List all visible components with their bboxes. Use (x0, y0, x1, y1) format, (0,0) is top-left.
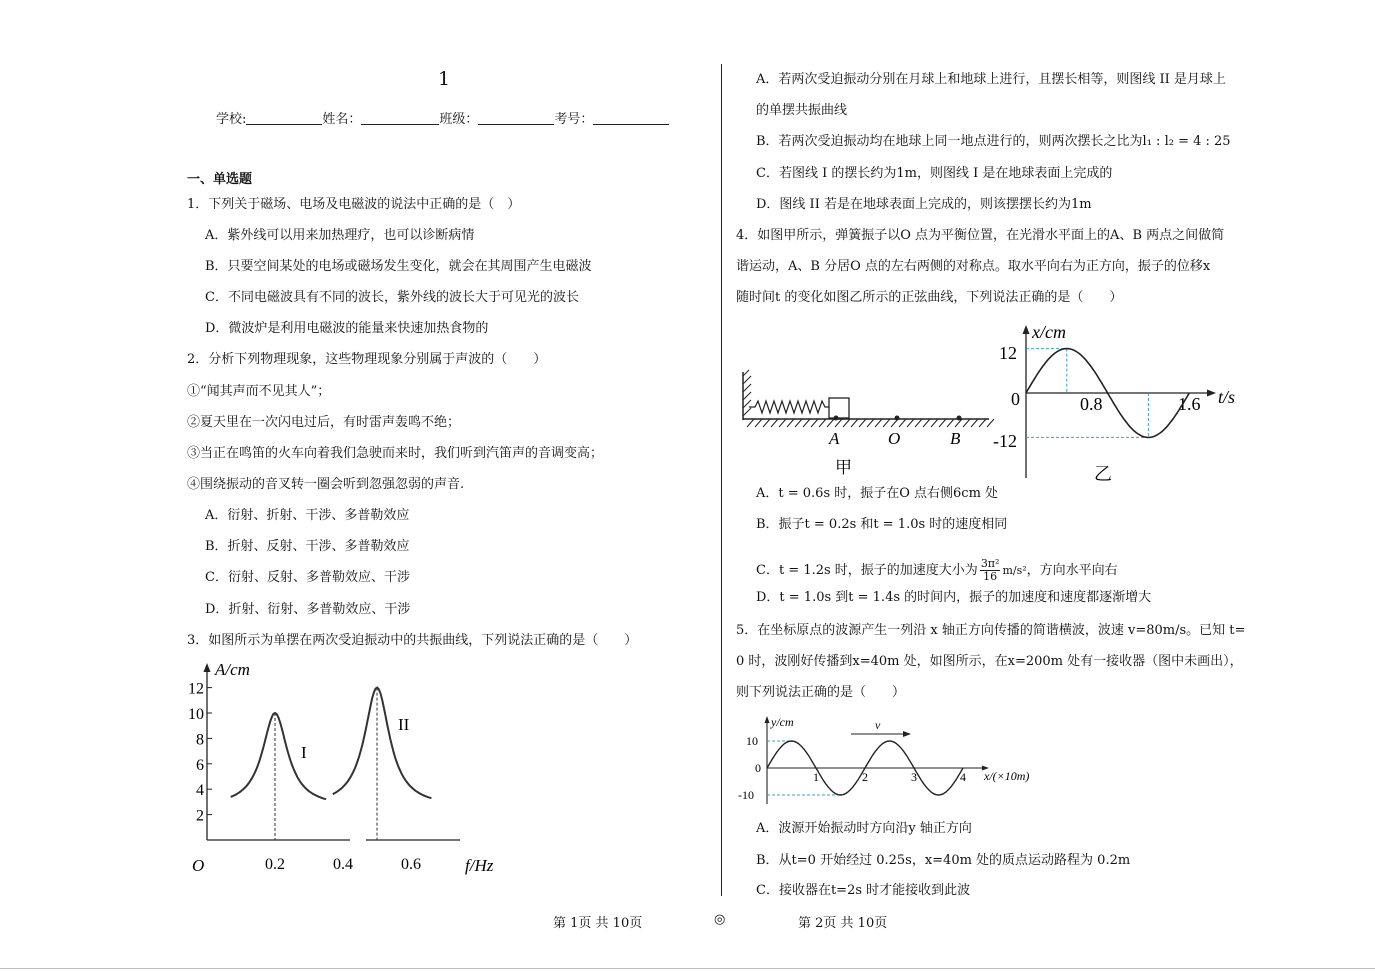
student-info-row (216, 108, 669, 127)
q2-option-c: C．衍射、反射、多普勒效应、干涉 (205, 570, 410, 585)
school-field[interactable] (246, 110, 322, 125)
wave-ytick-bottom: -10 (738, 788, 754, 802)
xt-xtick-0.8: 0.8 (1080, 394, 1103, 414)
point-b-dot (957, 416, 962, 421)
q3-option-d: D．图线 II 若是在地球表面上完成的，则该摆摆长约为1m (756, 197, 1092, 212)
q2-item-4: ④围绕振动的音叉转一圈会听到忽强忽弱的声音. (187, 477, 465, 492)
q3-option-c: C．若图线 I 的摆长约为1m，则图线 I 是在地球表面上完成的 (756, 166, 1113, 181)
school-label: 学校: (216, 112, 247, 127)
xt-y-arrow (1023, 325, 1030, 334)
point-a-label: A (829, 429, 840, 448)
q4-option-c-tail: ，方向水平向右 (1026, 563, 1118, 578)
velocity-arrowhead (903, 731, 911, 737)
class-label: 班级： (439, 112, 479, 127)
q3-option-a-cont: 的单摆共振曲线 (756, 103, 848, 118)
q4-fraction-unit: m/s² (1002, 564, 1027, 577)
q1-option-d: D．微波炉是利用电磁波的能量来快速加热食物的 (205, 321, 489, 336)
point-o-label: O (888, 429, 901, 448)
q1-option-c: C．不同电磁波具有不同的波长，紫外线的波长大于可见光的波长 (205, 290, 579, 305)
q5-option-c: C．接收器在t=2s 时才能接收到此波 (756, 883, 971, 898)
q4-option-d: D．t = 1.0s 到t = 1.4s 的时间内，振子的加速度和速度都逐渐增大 (756, 590, 1152, 605)
column-divider (721, 64, 722, 896)
q4-stem-line-3: 随时间t 的变化如图乙所示的正弦曲线，下列说法正确的是（ ） (736, 290, 1123, 305)
wave-xtick-label: 2 (862, 770, 868, 784)
paper-title: 1 (438, 68, 451, 90)
wave-xtick-label: 3 (911, 770, 917, 784)
xt-x-label: t/s (1218, 387, 1236, 407)
resonance-y-arrow (204, 663, 211, 672)
resonance-xtick-label: 0.4 (333, 856, 353, 873)
oscillator-block (829, 398, 849, 418)
exam-no-field[interactable] (593, 110, 669, 125)
q4-stem-line-2: 谐运动，A、B 分居O 点的左右两侧的对称点。取水平向右为正方向，振子的位移x (736, 259, 1211, 274)
q4-option-a: A．t = 0.6s 时，振子在O 点右侧6cm 处 (756, 486, 999, 501)
xt-y-label: x/cm (1032, 322, 1066, 342)
resonance-ytick-label: 2 (196, 807, 204, 825)
q2-option-a: A．衍射、折射、干涉、多普勒效应 (205, 508, 410, 523)
q5-option-b: B．从t=0 开始经过 0.25s，x=40m 处的质点运动路程为 0.2m (756, 853, 1131, 868)
q2-option-d: D．折射、衍射、多普勒效应、干涉 (205, 602, 411, 617)
displacement-time-figure (990, 318, 1250, 488)
resonance-curve-ii (333, 688, 432, 799)
q1-option-a: A．紫外线可以用来加热理疗，也可以诊断病情 (205, 228, 475, 243)
footer-page-left: 第 1页 共 10页 (553, 916, 643, 931)
name-label: 姓名： (322, 112, 362, 127)
xt-xtick-1.6: 1.6 (1178, 394, 1201, 414)
resonance-curve-ii-label: II (398, 715, 410, 734)
xt-origin: 0 (1011, 389, 1020, 409)
xt-x-arrow (1207, 390, 1216, 397)
spring (749, 401, 829, 413)
figure-yi-caption: 乙 (1094, 464, 1112, 484)
resonance-curve-figure (180, 655, 520, 885)
wave-origin: 0 (755, 761, 761, 775)
q5-stem-line-2: 0 时，波刚好传播到x=40m 处，如图所示，在x=200m 处有一接收器（图中未画出）， (736, 654, 1243, 669)
q5-option-a: A．波源开始振动时方向沿y 轴正方向 (756, 821, 972, 836)
q2-item-3: ③当正在鸣笛的火车向着我们急驶而来时，我们听到汽笛声的音调变高； (187, 446, 604, 461)
figure-jia-caption: 甲 (835, 458, 852, 477)
q3-stem: 3．如图所示为单摆在两次受迫振动中的共振曲线，下列说法正确的是（ ） (187, 633, 638, 648)
wave-ytick-top: 10 (746, 734, 758, 748)
wave-y-label: y/cm (771, 715, 794, 729)
q2-option-b: B．折射、反射、干涉、多普勒效应 (205, 539, 410, 554)
resonance-ytick-label: 10 (188, 706, 204, 723)
q3-option-b: B．若两次受迫振动均在地球上同一地点进行的，则两次摆长之比为l₁ : l₂ = 4 : 25 (756, 134, 1231, 149)
section-heading: 一、单选题 (187, 172, 253, 187)
q4-fraction-numerator: 3π² (980, 557, 1000, 570)
xt-ytick-top: 12 (999, 343, 1017, 363)
q5-stem-line-3: 则下列说法正确的是（ ） (736, 685, 906, 700)
wave-xtick-label: 4 (960, 770, 966, 784)
point-o-dot (895, 416, 900, 421)
q4-option-b: B．振子t = 0.2s 和t = 1.0s 时的速度相同 (756, 517, 1008, 532)
resonance-ytick-label: 8 (196, 731, 204, 749)
resonance-ytick-label: 6 (196, 756, 204, 774)
q4-option-c-text: C．t = 1.2s 时，振子的加速度大小为 (756, 563, 978, 578)
name-field[interactable] (361, 110, 439, 125)
point-a-dot (834, 416, 839, 421)
q5-stem-line-1: 5．在坐标原点的波源产生一列沿 x 轴正方向传播的简谐横波，波速 v=80m/s。已知 t= (736, 623, 1246, 638)
q2-stem: 2．分析下列物理现象，这些物理现象分别属于声波的（ ） (187, 352, 547, 367)
xt-ytick-bottom: -12 (993, 431, 1017, 451)
q4-stem-line-1: 4．如图甲所示，弹簧振子以O 点为平衡位置，在光滑水平面上的A、B 两点之间做简 (736, 228, 1225, 243)
resonance-xtick-label: 0.2 (265, 856, 285, 873)
spring-oscillator-figure (735, 362, 997, 482)
footer-center-mark: ◎ (714, 912, 726, 927)
resonance-x-label: f/Hz (465, 856, 494, 875)
velocity-label: v (875, 718, 881, 732)
resonance-curve-i-label: I (301, 743, 307, 762)
q1-stem: 1．下列关于磁场、电场及电磁波的说法中正确的是（ ） (187, 197, 521, 212)
wave-x-label: x/(×10m) (984, 769, 1030, 783)
class-field[interactable] (478, 110, 554, 125)
q3-option-a: A．若两次受迫振动分别在月球上和地球上进行，且摆长相等，则图线 II 是月球上 (756, 72, 1226, 87)
wave-xtick-label: 1 (813, 770, 819, 784)
wave-y-arrow (765, 716, 770, 723)
resonance-curve-i (231, 713, 326, 799)
q2-item-1: ①“闻其声而不见其人”； (187, 384, 331, 399)
wave-figure (734, 712, 1054, 812)
q2-item-2: ②夏天里在一次闪电过后，有时雷声轰鸣不绝； (187, 415, 461, 430)
q1-option-b: B．只要空间某处的电场或磁场发生变化，就会在其周围产生电磁波 (205, 259, 592, 274)
resonance-y-label: A/cm (215, 660, 250, 679)
q4-option-c (756, 558, 1118, 583)
wall-hatching (743, 370, 751, 416)
resonance-ytick-label: 12 (188, 680, 204, 698)
point-b-label: B (950, 429, 961, 448)
resonance-origin: O (192, 856, 205, 875)
page-edge (0, 968, 1375, 969)
floor-hatching (747, 419, 994, 427)
q4-accel-fraction (980, 558, 1001, 583)
exam-no-label: 考号： (554, 112, 594, 127)
resonance-xtick-label: 0.6 (401, 856, 421, 873)
q4-fraction-denominator: 16 (983, 570, 998, 583)
footer-page-right: 第 2页 共 10页 (798, 916, 888, 931)
resonance-ytick-label: 4 (196, 782, 204, 800)
